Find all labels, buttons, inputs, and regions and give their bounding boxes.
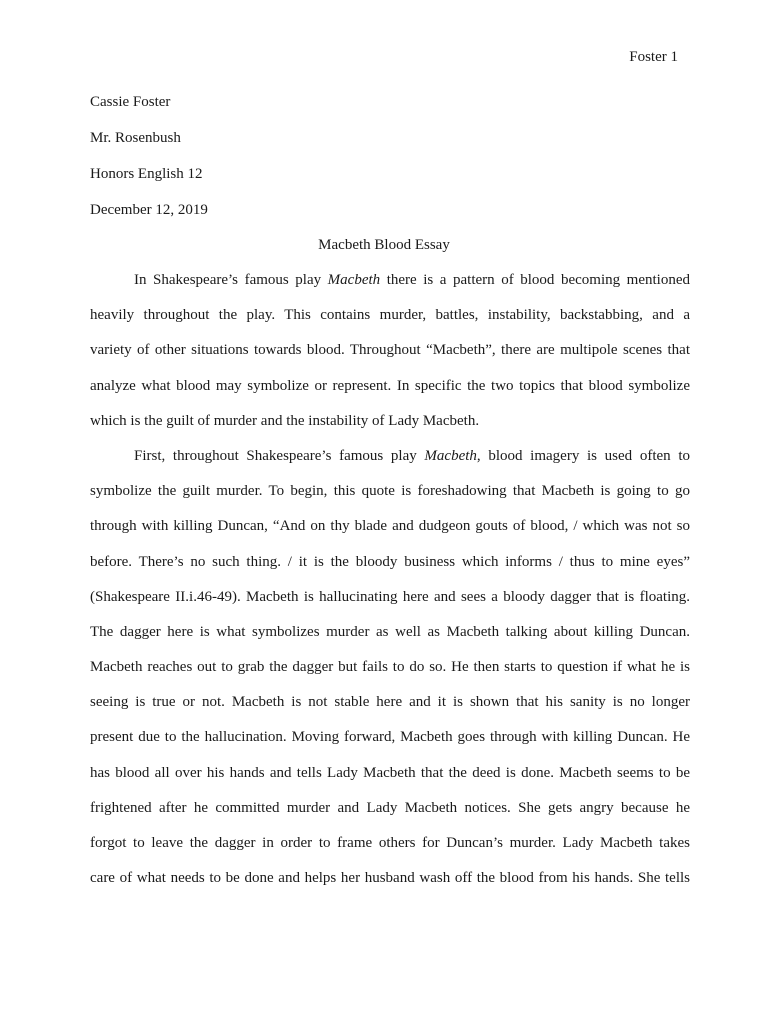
line-text: variety of other situations towards blood. Throughout “Macbeth”, there are multipole scenes that: [90, 342, 690, 359]
essay-line: [90, 552, 690, 587]
essay-line: [90, 305, 690, 340]
line-text: through with killing Duncan, “And on thy blade and dudgeon gouts of blood, / which was not so: [90, 518, 690, 535]
essay-date: December 12, 2019: [90, 202, 208, 218]
line-text: In Shakespeare’s famous play: [134, 272, 328, 288]
essay-line: [90, 622, 690, 657]
line-text: First, throughout Shakespeare’s famous play: [134, 447, 425, 464]
essay-line: [90, 376, 690, 411]
heading-block: [90, 92, 680, 236]
line-text: symbolize the guilt murder. To begin, this quote is foreshadowing that Macbeth is going to go: [90, 483, 690, 500]
essay-body: [90, 270, 690, 903]
running-head: Foster 1: [629, 49, 678, 65]
line-text: before. There’s no such thing. / it is the bloody business which informs / thus to mine eyes”: [90, 553, 690, 570]
essay-line: [90, 727, 690, 762]
line-text: present due to the hallucination. Moving forward, Macbeth goes through with killing Duncan. He: [90, 729, 690, 746]
line-text: heavily throughout the play. This contains murder, battles, instability, backstabbing, and a: [90, 307, 690, 324]
essay-line: [90, 587, 690, 622]
line-text: frightened after he committed murder and Lady Macbeth notices. She gets angry because he: [90, 799, 690, 816]
line-text: care of what needs to be done and helps her husband wash off the blood from his hands. She tells: [90, 870, 690, 887]
line-text: (Shakespeare II.i.46-49). Macbeth is hallucinating here and sees a bloody dagger that is floating.: [90, 588, 690, 605]
line-text: there is a pattern of blood becoming mentioned: [380, 272, 691, 288]
course-name: Honors English 12: [90, 166, 203, 182]
student-name: Cassie Foster: [90, 94, 171, 110]
line-text: forgot to leave the dagger in order to frame others for Duncan’s murder. Lady Macbeth takes: [90, 835, 690, 851]
line-text: which is the guilt of murder and the instability of Lady Macbeth.: [90, 412, 480, 429]
essay-line: [90, 340, 690, 375]
essay-line: [90, 763, 690, 798]
essay-line: [90, 868, 690, 903]
line-text: analyze what blood may symbolize or represent. In specific the two topics that blood symbolize: [90, 377, 690, 394]
line-text: seeing is true or not. Macbeth is not stable here and it is shown that his sanity is no longer: [90, 694, 690, 711]
line-text: The dagger here is what symbolizes murder as well as Macbeth talking about killing Duncan.: [90, 623, 690, 640]
line-text: , blood imagery is used often to: [476, 447, 690, 464]
italic-title-text: Macbeth: [424, 447, 477, 464]
teacher-name: Mr. Rosenbush: [90, 130, 181, 146]
essay-line: [90, 692, 690, 727]
italic-title-text: Macbeth: [327, 272, 381, 288]
essay-line: [90, 516, 690, 551]
line-text: has blood all over his hands and tells Lady Macbeth that the deed is done. Macbeth seems to be: [90, 764, 690, 781]
essay-line: [90, 411, 690, 446]
essay-line: [90, 481, 690, 516]
essay-line: [90, 657, 690, 692]
essay-title: Macbeth Blood Essay: [318, 237, 450, 253]
essay-line: [90, 270, 690, 305]
essay-line: [90, 446, 690, 481]
essay-line: [90, 833, 690, 868]
line-text: Macbeth reaches out to grab the dagger but fails to do so. He then starts to question if what he is: [90, 659, 690, 676]
essay-line: [90, 798, 690, 833]
